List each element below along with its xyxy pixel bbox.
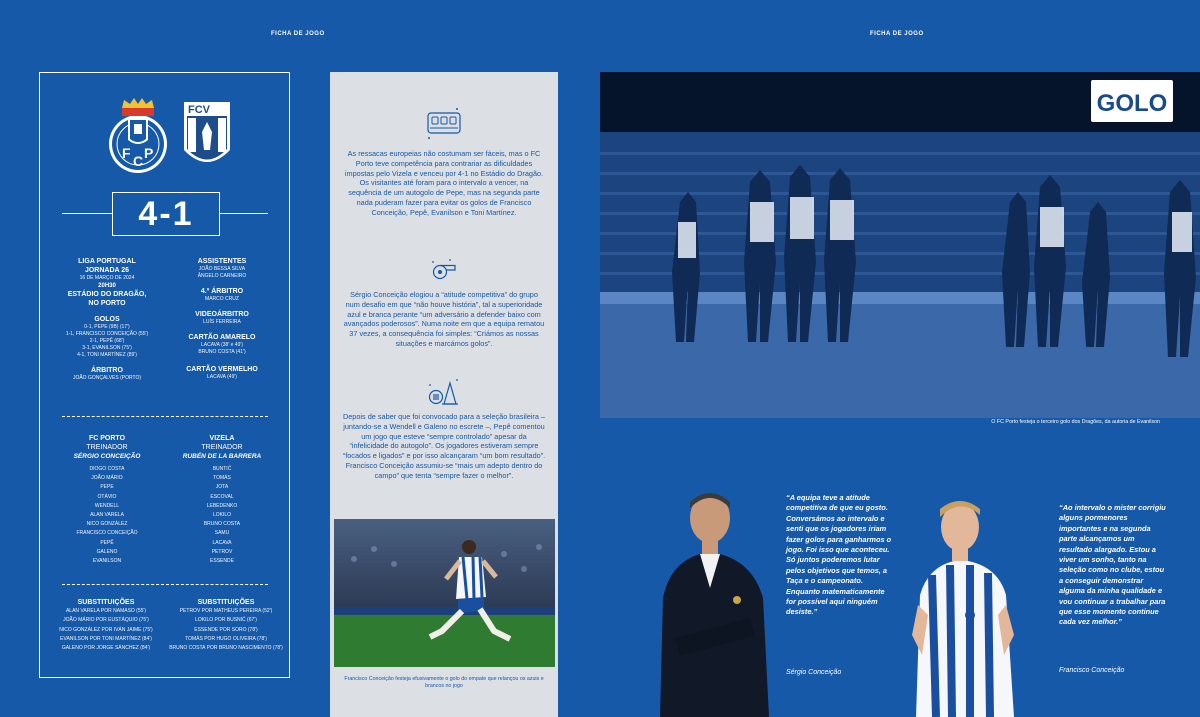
match-date: 16 DE MARÇO DE 2024 xyxy=(79,275,135,281)
report-paragraph-3: Depois de saber que foi convocado para a seleção brasileira – juntando-se a Wendell e Galeno no escrete –, Pepê comentou um jogo que esteve “sempre controlado” apesar da “infelicidade do autogolo”. Os jogadores estiveram sempre “focados e ligados” e por isso alcançaram “um bom resultado”. Francisco Conceição assumiu-se “mais um adepto dentro do campo” que tenta “sempre fazer o melhor”. xyxy=(342,412,546,480)
player-name: TOMÁS xyxy=(213,475,231,482)
sub-line: NICO GONZÁLEZ POR IVÁN JAIME (75') xyxy=(59,626,153,633)
player-name: LEBEDENKO xyxy=(206,502,238,509)
goal-line: 3-1, EVANILSON (75') xyxy=(82,345,132,351)
assistant-name: ÂNGELO CARNEIRO xyxy=(197,273,247,279)
svg-text:FCV: FCV xyxy=(188,104,210,116)
team-celebration-photo xyxy=(600,72,1200,418)
player-name: ESCOVAL xyxy=(210,493,234,500)
player-name: BRUNO COSTA xyxy=(203,521,241,528)
goals-block xyxy=(52,315,162,359)
var-block xyxy=(167,310,277,326)
player-name: OTÁVIO xyxy=(97,493,117,500)
quote-sergio: “A equipa teve a atitude competitiva de que eu gosto. Conversámos ao intervalo e senti que os jogadores iriam fazer golos para ganharmos o jogo. Foi isso que aconteceu. Só juntos poderemos lutar pelos objetivos que temos, a Taça e o campeonato. Enquanto matematicamente for possível aqui ninguém desiste.” xyxy=(786,493,892,617)
quote-francisco-author: Francisco Conceição xyxy=(1059,667,1125,674)
assistants-block xyxy=(167,257,277,280)
sub-line: GALENO POR JORGE SÁNCHEZ (84') xyxy=(61,645,151,652)
red-card-block xyxy=(167,365,277,381)
player-name: BUNTIĆ xyxy=(212,466,232,472)
var-name: LUÍS FERREIRA xyxy=(203,319,241,325)
match-sheet-card xyxy=(39,72,290,678)
whistle-icon xyxy=(430,258,458,282)
yellow-card-line: LACAVA (38' e 49') xyxy=(200,342,244,348)
subs-home xyxy=(44,598,168,653)
section-header-right: FICHA DE JOGO xyxy=(870,31,924,37)
referee-name: JOÃO GONÇALVES (PORTO) xyxy=(72,375,142,381)
final-score: 4-1 xyxy=(112,192,220,236)
report-paragraph-2: Sérgio Conceição elogiou a “atitude competitiva” do grupo num desafio em que “não houve história”, tal a superioridade azul e branca perante “um adversário a defender baixo com avançados poderosos”. Numa noite em que a equipa rematou 37 vezes, a consequência foi simples: “Criámos as nossas situações e marcámos golos”. xyxy=(343,290,545,348)
player-name: LOKILO xyxy=(212,512,232,519)
ball-cone-icon xyxy=(428,377,460,407)
red-card-title: CARTÃO VERMELHO xyxy=(186,366,258,373)
fc-porto-crest-icon xyxy=(108,96,168,176)
stadium: ESTÁDIO DO DRAGÃO, NO PORTO xyxy=(67,291,147,307)
team-away-coach-label: TREINADOR xyxy=(201,444,243,451)
score-line-right xyxy=(220,213,268,214)
svg-text:P: P xyxy=(144,145,154,161)
player-name: EVANILSON xyxy=(92,558,122,565)
team-away-name: VIZELA xyxy=(209,435,235,442)
player-name: WENDELL xyxy=(94,502,120,509)
player-name: DIOGO COSTA xyxy=(89,466,125,472)
match-info-right xyxy=(167,257,277,388)
big-photo-caption: O FC Porto festeja o terceiro golo dos Dragões, da autoria de Evanilson xyxy=(991,419,1160,425)
svg-text:F: F xyxy=(122,145,131,161)
stadium-seats-icon xyxy=(426,107,462,141)
quote-sergio-author: Sérgio Conceição xyxy=(786,669,842,676)
player-name: JOTA xyxy=(215,484,229,491)
player-name: NICO GONZÁLEZ xyxy=(86,521,128,528)
competition-title-1: LIGA PORTUGAL JORNADA 26 xyxy=(78,258,136,274)
sub-line: ESSENDE POR SORO (78') xyxy=(194,626,258,633)
yellow-card-title: CARTÃO AMARELO xyxy=(188,334,256,341)
team-home-name: FC PORTO xyxy=(88,435,126,442)
team-home-coach: SÉRGIO CONCEIÇÃO xyxy=(73,453,141,460)
sub-line: PETROV POR MATHEUS PEREIRA (52') xyxy=(179,608,273,614)
report-paragraph-1: As ressacas europeias não costumam ser fáceis, mas o FC Porto teve competência para contrariar as dificuldades impostas pelo Vizela e venceu por 4-1 no Estádio do Dragão. Os visitantes até foram para o intervalo a vencer, na sequência de um autogolo de Pepe, mas na segunda parte nada puderam fazer para evitar os golos de Francisco Conceição, Pepê, Evanilson e Toni Martínez. xyxy=(344,149,544,217)
player-name: ALAN VARELA xyxy=(90,512,124,519)
fourth-official-title: 4.º ÁRBITRO xyxy=(200,288,244,295)
player-name: PETROV xyxy=(211,548,233,555)
celebration-photo xyxy=(334,519,555,667)
goals-title: GOLOS xyxy=(94,316,120,323)
player-name: ESSENDE xyxy=(210,558,234,565)
goal-line: 1-1, FRANCISCO CONCEIÇÃO (55') xyxy=(65,331,149,337)
scoreboard-golo: GOLO xyxy=(1096,90,1168,117)
lineup-away xyxy=(167,434,277,566)
subs-away xyxy=(164,598,288,653)
assistant-name: JOÃO BESSA SILVA xyxy=(198,266,246,272)
referee-title: ÁRBITRO xyxy=(91,367,123,374)
player-name: PEPE xyxy=(100,484,114,491)
divider-dashed xyxy=(62,584,268,585)
quote-francisco: “Ao intervalo o mister corrigiu alguns pormenores importantes e na segunda parte alcançamos um resultado alargado. Estou a viver um sonho, tanto na seleção como no clube, estou a conseguir demonstrar alguma da minha qualidade e vou continuar a trabalhar para que esse momento continue cada vez melhor.” xyxy=(1059,503,1166,627)
player-name: LACAVA xyxy=(212,539,232,546)
svg-text:C: C xyxy=(133,153,144,169)
francisco-conceicao-photo xyxy=(910,495,1022,717)
subs-away-title: SUBSTITUIÇÕES xyxy=(197,599,255,606)
report-column xyxy=(330,72,558,717)
yellow-card-line: BRUNO COSTA (41') xyxy=(198,349,246,355)
score-line-left xyxy=(62,213,112,214)
lineup-home xyxy=(52,434,162,566)
var-title: VIDEOÁRBITRO xyxy=(195,311,249,318)
vizela-crest-icon xyxy=(182,98,232,176)
sub-line: TOMÁS POR HUGO OLIVEIRA (78') xyxy=(185,635,267,642)
match-info-left xyxy=(52,257,162,389)
yellow-card-block xyxy=(167,333,277,356)
kickoff-time: 20H30 xyxy=(98,283,116,289)
sergio-conceicao-photo xyxy=(655,488,775,717)
sub-line: JOÃO MÁRIO POR EUSTÁQUIO (75') xyxy=(63,617,149,624)
competition xyxy=(52,257,162,275)
fourth-official-block xyxy=(167,287,277,303)
goal-line: 2-1, PEPÊ (68') xyxy=(89,338,125,344)
player-name: JOÃO MÁRIO xyxy=(91,475,123,482)
player-name: SAMU xyxy=(214,530,230,537)
referee-block xyxy=(52,366,162,382)
goal-line: 4-1, TONI MARTÍNEZ (89') xyxy=(77,352,137,358)
subs-home-title: SUBSTITUIÇÕES xyxy=(77,599,135,606)
divider-dashed xyxy=(62,416,268,417)
sub-line: BRUNO COSTA POR BRUNO NASCIMENTO (78') xyxy=(169,645,283,652)
competition-block xyxy=(52,257,162,308)
sub-line: EVANILSON POR TONI MARTÍNEZ (84') xyxy=(60,635,152,642)
section-header-left: FICHA DE JOGO xyxy=(271,31,325,37)
red-card-line: LACAVA (49') xyxy=(207,374,237,380)
photo-caption-small: Francisco Conceição festeja efusivamente o golo do empate que relançou os azuis e brancos no jogo xyxy=(344,676,544,689)
sub-line: ALAN VARELA POR NAMASO (55') xyxy=(65,608,147,614)
assistants-title: ASSISTENTES xyxy=(197,258,247,265)
team-away-coach: RUBÉN DE LA BARRERA xyxy=(182,453,262,460)
player-name: PEPÊ xyxy=(100,539,114,546)
player-name: FRANCISCO CONCEIÇÃO xyxy=(76,530,138,537)
fourth-official-name: MARCO CRUZ xyxy=(205,296,239,302)
player-name: GALENO xyxy=(96,548,118,555)
team-home-coach-label: TREINADOR xyxy=(86,444,128,451)
sub-line: LOKILO POR BUSNIĆ (67') xyxy=(195,617,257,624)
goal-line: 0-1, PEPE (9B) (17') xyxy=(84,324,130,330)
